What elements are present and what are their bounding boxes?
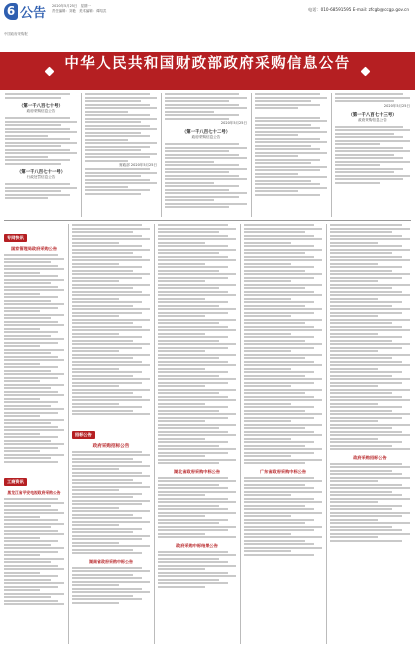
notice-subtitle: 政府采购信息公告 (191, 135, 221, 139)
section-title: 公告 (20, 6, 47, 21)
page-header (0, 0, 415, 44)
column-divider (81, 93, 82, 217)
notice-column (158, 224, 236, 644)
notice-heading: （第一千八百七十二号） (181, 130, 231, 135)
notice-column (244, 224, 322, 644)
notice-subtitle: 行政处罚信息公告 (26, 175, 56, 179)
page-number-badge: 6 (4, 3, 18, 20)
notice-title: 黑龙江省平安电视政府采购公告 (7, 490, 61, 495)
column-divider (240, 224, 241, 644)
notice-date: 2020年5月25日 (383, 103, 410, 108)
notice-column (85, 93, 157, 196)
notice-heading: （第一千八百七十号） (19, 104, 63, 109)
banner-title: 中华人民共和国财政部政府采购信息公告 (64, 56, 351, 72)
notice-title: 政府采购招标公告 (92, 443, 130, 449)
section-divider (4, 220, 411, 221)
notice-title: 国家管理局政府采购公告 (10, 246, 58, 251)
notice-date: 财政部 2020年5月25日 (119, 163, 157, 167)
notice-column (4, 224, 64, 644)
edition-note: 中国政府采购报 (4, 32, 28, 36)
issue-meta-line: 2020年5月25日 星期一 (52, 4, 91, 8)
notice-title: 湖南省政府采购中标公告 (89, 558, 133, 564)
notice-column (255, 93, 327, 197)
notice-column (330, 224, 410, 644)
notice-heading: （第一千八百七十一号） (16, 170, 66, 175)
column-divider (154, 224, 155, 644)
notice-title: 湖北省政府采购中标公告 (173, 468, 221, 474)
notice-title: 广东省政府采购中标公告 (259, 468, 307, 474)
notice-column (5, 93, 77, 201)
column-divider (161, 93, 162, 217)
column-divider (251, 93, 252, 217)
column-divider (331, 93, 332, 217)
contact-info: 电话：010-68591595 E-mail: zfcgb@ccgp.gov.cn (308, 7, 409, 12)
notice-date: 2020年5月25日 (220, 121, 247, 125)
section-tag: 专网快讯 (4, 234, 27, 242)
notice-subtitle: 政府采购信息公告 (358, 117, 387, 122)
notice-title: 政府采购招标公告 (353, 454, 387, 460)
notice-subtitle: 政府采购信息公告 (26, 109, 56, 113)
top-notice-area (5, 93, 410, 219)
notice-title: 政府采购中标结果公告 (176, 542, 218, 548)
column-divider (68, 224, 69, 644)
issue-meta (52, 4, 106, 13)
bottom-notice-area (4, 224, 411, 644)
issue-meta-line: 责任编辑：刘艳 美术编辑：谭绍武 (52, 8, 107, 13)
notice-column (72, 224, 150, 644)
column-divider (326, 224, 327, 644)
section-tag: 工商资讯 (4, 478, 27, 486)
notice-column (165, 93, 247, 210)
notice-column (335, 93, 410, 185)
notice-heading: （第一千八百七十三号） (348, 112, 397, 118)
section-tag: 招标公告 (72, 431, 95, 439)
